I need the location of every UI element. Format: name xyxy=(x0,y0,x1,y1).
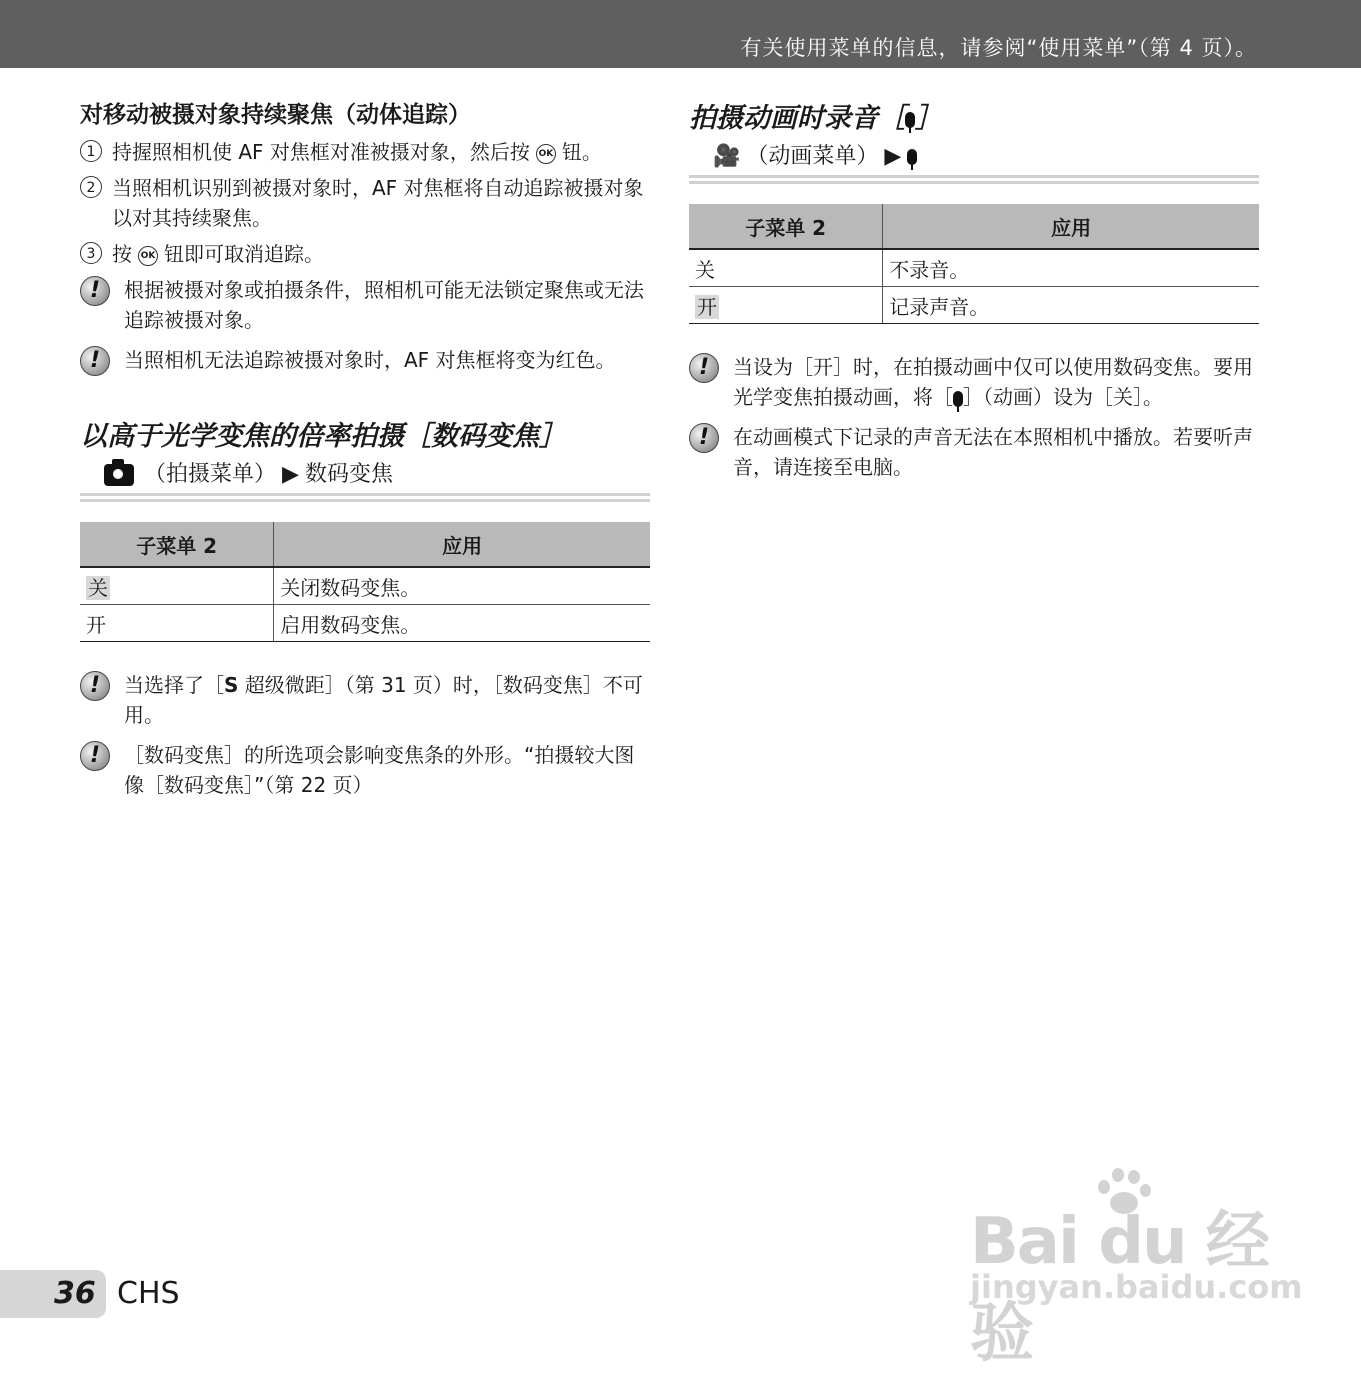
caution-note xyxy=(689,352,1259,412)
page-number: 36 xyxy=(54,1276,96,1311)
step-item xyxy=(80,239,650,269)
sound-title-end: ］ xyxy=(915,103,942,134)
table-header-row xyxy=(689,204,1259,249)
note-text-part: 超级微距］（第 31 页）时，［数码变焦］不可用。 xyxy=(124,673,643,727)
step-text-part: 钮即可取消追踪。 xyxy=(164,242,324,266)
double-rule xyxy=(689,175,1259,184)
super-macro-icon: S xyxy=(224,673,239,697)
step-text-part: 钮。 xyxy=(561,140,602,164)
step-number: 1 xyxy=(80,140,102,162)
camera-icon xyxy=(104,464,134,486)
caution-icon: ! xyxy=(80,276,110,306)
step-number: 2 xyxy=(80,176,102,198)
menu-path-menu: （动画菜单） xyxy=(746,144,879,169)
watermark-logo: Bai du 经验 xyxy=(970,1205,1268,1371)
caution-icon: ! xyxy=(689,423,719,453)
table-cell-option xyxy=(689,287,883,324)
table-header-cell: 子菜单 2 xyxy=(80,522,274,567)
table-header-cell: 应用 xyxy=(274,522,650,567)
note-text: 根据被摄对象或拍摄条件，照相机可能无法锁定聚焦或无法追踪被摄对象。 xyxy=(124,278,644,332)
note-text xyxy=(733,352,1259,412)
table-header-cell: 应用 xyxy=(883,204,1259,249)
option-label: 开 xyxy=(697,294,717,319)
table-row xyxy=(80,605,650,642)
step-number: 3 xyxy=(80,242,102,264)
table-cell-desc: 不录音。 xyxy=(883,249,1259,287)
step-text: 当照相机识别到被摄对象时，AF 对焦框将自动追踪被摄对象以对其持续聚焦。 xyxy=(112,176,644,230)
caution-icon: ! xyxy=(689,353,719,383)
note-text: 当照相机无法追踪被摄对象时，AF 对焦框将变为红色。 xyxy=(124,348,616,372)
menu-path-arrow: ▶ xyxy=(282,462,299,487)
caution-note xyxy=(80,740,650,800)
menu-path-item: 数码变焦 xyxy=(304,462,393,487)
ok-button-icon: OK xyxy=(138,246,158,266)
caution-icon: ! xyxy=(80,671,110,701)
table-cell-desc: 关闭数码变焦。 xyxy=(274,567,650,605)
caution-note xyxy=(689,422,1259,482)
table-cell-option: 关 xyxy=(689,249,883,287)
caution-note xyxy=(80,345,650,376)
sound-title xyxy=(689,96,1259,135)
table-cell-desc: 启用数码变焦。 xyxy=(274,605,650,642)
note-text-part: ］（动画）设为［关］。 xyxy=(963,385,1163,409)
microphone-icon xyxy=(953,391,963,407)
double-rule xyxy=(80,493,650,502)
note-text: ［数码变焦］的所选项会影响变焦条的外形。“拍摄较大图像［数码变焦］”（第 22 页） xyxy=(124,743,635,797)
table-cell-option xyxy=(80,567,274,605)
caution-icon: ! xyxy=(80,346,110,376)
table-cell-option: 开 xyxy=(80,605,274,642)
watermark-url: jingyan.baidu.com xyxy=(970,1268,1303,1306)
step-text-part: 持握照相机使 AF 对焦框对准被摄对象，然后按 xyxy=(112,140,530,164)
left-column xyxy=(80,96,650,810)
header-bar xyxy=(0,0,1361,68)
caution-icon: ! xyxy=(80,741,110,771)
menu-path xyxy=(689,141,1259,173)
right-column xyxy=(689,96,1259,492)
note-text-part: 当选择了［ xyxy=(124,673,224,697)
table-cell-desc: 记录声音。 xyxy=(883,287,1259,324)
note-text-part: 当设为［开］时，在拍摄动画中仅可以使用数码变焦。要用光学变焦拍摄动画，将［ xyxy=(733,355,1253,409)
step-text xyxy=(112,239,650,269)
menu-path xyxy=(80,459,650,491)
digital-zoom-table xyxy=(80,522,650,642)
table-row xyxy=(689,287,1259,324)
step-item xyxy=(80,137,650,167)
table-header-row xyxy=(80,522,650,567)
caution-note xyxy=(80,670,650,730)
table-header-cell: 子菜单 2 xyxy=(689,204,883,249)
table-row xyxy=(689,249,1259,287)
ok-button-icon: OK xyxy=(536,144,556,164)
header-reference-text: 有关使用菜单的信息，请参阅“使用菜单”（第 4 页）。 xyxy=(740,36,1257,60)
baidu-watermark xyxy=(960,1160,1303,1371)
menu-path-menu: （拍摄菜单） xyxy=(144,462,277,487)
tracking-heading: 对移动被摄对象持续聚焦（动体追踪） xyxy=(80,102,471,128)
option-label: 关 xyxy=(88,575,108,600)
microphone-icon xyxy=(907,149,917,165)
sound-table xyxy=(689,204,1259,324)
note-text xyxy=(124,670,650,730)
step-text xyxy=(112,137,650,167)
sound-title-text: 拍摄动画时录音［ xyxy=(689,103,905,134)
caution-note xyxy=(80,275,650,335)
step-text-part: 按 xyxy=(112,242,132,266)
step-item xyxy=(80,173,650,233)
movie-icon: 🎥 xyxy=(713,144,741,169)
note-text: 在动画模式下记录的声音无法在本照相机中播放。若要听声音，请连接至电脑。 xyxy=(733,425,1253,479)
table-row xyxy=(80,567,650,605)
microphone-icon xyxy=(905,112,915,128)
digital-zoom-title: 以高于光学变焦的倍率拍摄［数码变焦］ xyxy=(80,421,566,452)
menu-path-arrow: ▶ xyxy=(884,144,902,169)
page-language: CHS xyxy=(117,1276,180,1311)
